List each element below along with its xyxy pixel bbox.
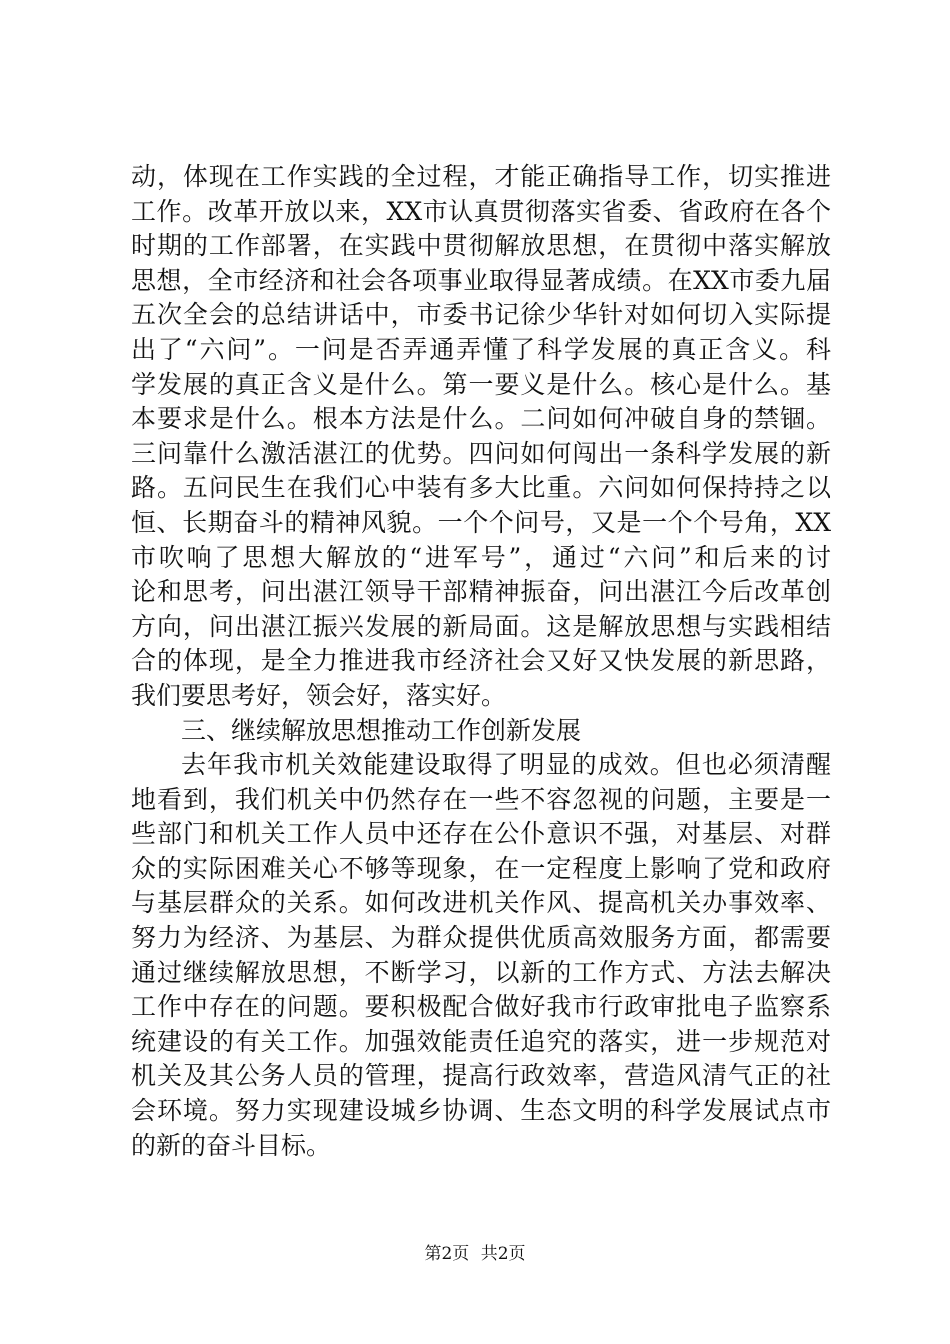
page-number: 第2页 (424, 1244, 470, 1264)
text-line: 三问靠什么激活湛江的优势。四问如何闯出一条科学发展的新 (131, 438, 831, 468)
text-line: 论和思考，问出湛江领导干部精神振奋，问出湛江今后改革创 (131, 577, 831, 607)
text-line: 地看到，我们机关中仍然存在一些不容忽视的问题，主要是一 (131, 784, 831, 814)
text-line: 学发展的真正含义是什么。第一要义是什么。核心是什么。基 (131, 369, 831, 399)
page-total: 共2页 (480, 1244, 526, 1264)
text-line: 与基层群众的关系。如何改进机关作风、提高机关办事效率、 (131, 888, 831, 918)
text-line: 机关及其公务人员的管理，提高行政效率，营造风清气正的社 (131, 1061, 831, 1091)
text-line: 合的体现，是全力推进我市经济社会又好又快发展的新思路， (131, 646, 831, 676)
text-line: 努力为经济、为基层、为群众提供优质高效服务方面，都需要 (131, 923, 831, 953)
section-heading: 三、继续解放思想推动工作创新发展 (181, 715, 582, 745)
text-line: 工作。改革开放以来，XX市认真贯彻落实省委、省政府在各个 (131, 196, 831, 226)
text-line: 时期的工作部署，在实践中贯彻解放思想，在贯彻中落实解放 (131, 231, 831, 261)
text-line: 去年我市机关效能建设取得了明显的成效。但也必须清醒 (181, 750, 831, 780)
text-line: 本要求是什么。根本方法是什么。二问如何冲破自身的禁锢。 (131, 404, 831, 434)
text-line: 思想，全市经济和社会各项事业取得显著成绩。在XX市委九届 (131, 265, 831, 295)
text-line: 动，体现在工作实践的全过程，才能正确指导工作，切实推进 (131, 162, 831, 191)
text-line: 市吹响了思想大解放的“进军号”，通过“六问”和后来的讨 (131, 542, 831, 572)
text-line: 统建设的有关工作。加强效能责任追究的落实，进一步规范对 (131, 1026, 831, 1056)
text-line: 工作中存在的问题。要积极配合做好我市行政审批电子监察系 (131, 992, 831, 1022)
text-line: 些部门和机关工作人员中还存在公仆意识不强，对基层、对群 (131, 819, 831, 849)
text-line: 恒、长期奋斗的精神风貌。一个个问号，又是一个个号角，XX (131, 507, 831, 537)
text-line: 路。五问民生在我们心中装有多大比重。六问如何保持持之以 (131, 473, 831, 503)
text-line: 五次全会的总结讲话中，市委书记徐少华针对如何切入实际提 (131, 300, 831, 330)
text-line: 会环境。努力实现建设城乡协调、生态文明的科学发展试点市 (131, 1096, 831, 1126)
text-line: 的新的奋斗目标。 (131, 1130, 332, 1160)
text-line: 众的实际困难关心不够等现象，在一定程度上影响了党和政府 (131, 853, 831, 883)
text-line: 方向，问出湛江振兴发展的新局面。这是解放思想与实践相结 (131, 611, 831, 641)
text-line: 出了“六问”。一问是否弄通弄懂了科学发展的真正含义。科 (131, 334, 831, 364)
text-line: 我们要思考好，领会好，落实好。 (131, 680, 507, 710)
text-line: 通过继续解放思想，不断学习，以新的工作方式、方法去解决 (131, 957, 831, 987)
document-body (131, 160, 831, 1163)
page-footer (0, 1242, 950, 1266)
